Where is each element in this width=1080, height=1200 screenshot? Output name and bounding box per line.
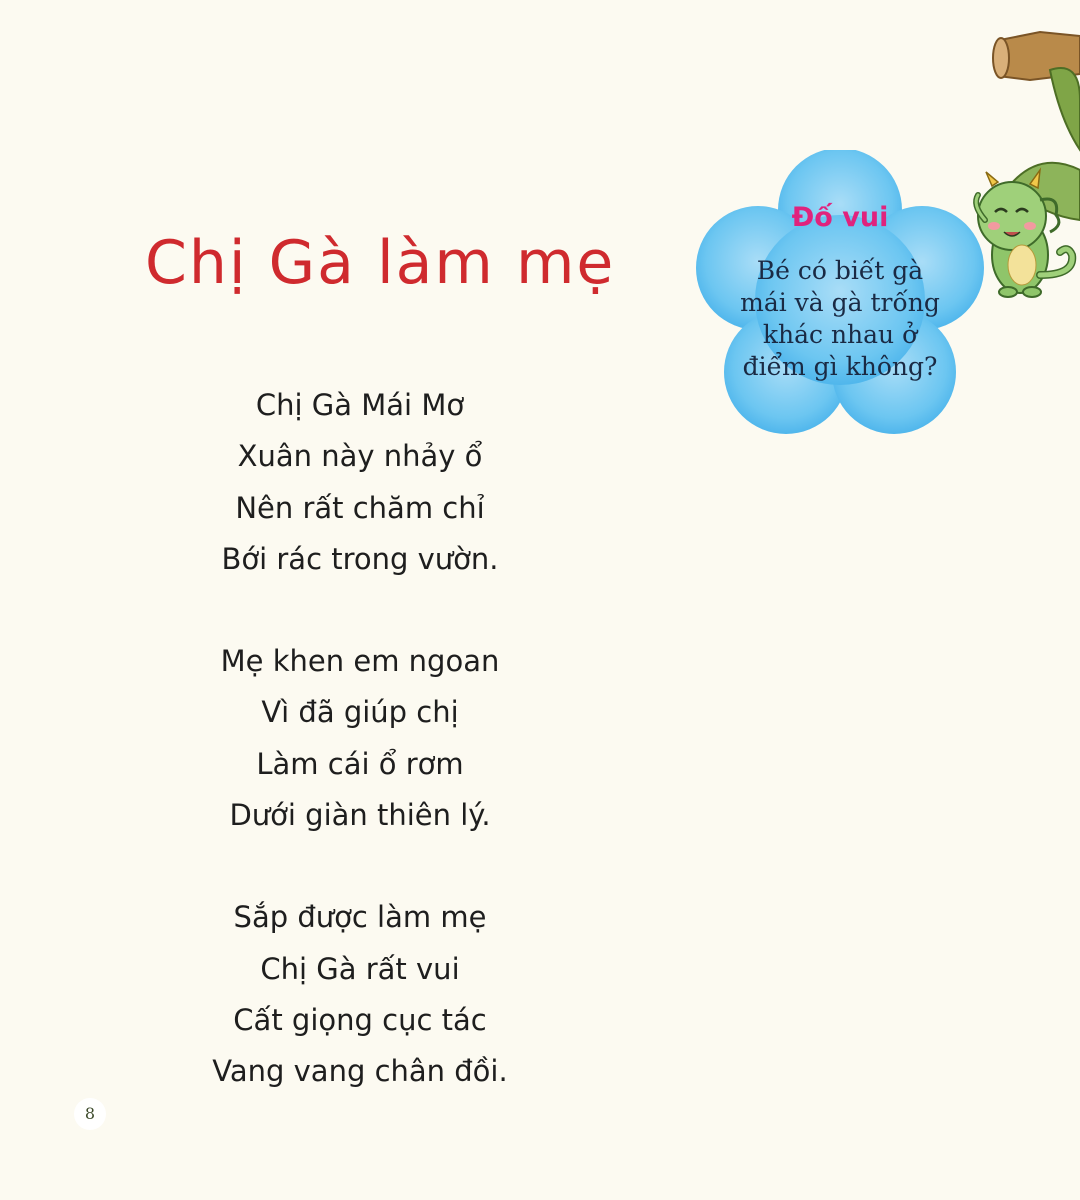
- poem-line: Làm cái ổ rơm: [256, 746, 464, 781]
- quiz-question-line: khác nhau ở: [762, 320, 918, 349]
- stanza-1: [160, 380, 560, 585]
- poem-line: Chị Gà Mái Mơ: [255, 388, 465, 422]
- poem-line: Vì đã giúp chị: [261, 695, 459, 730]
- page-title: Chị Gà làm mẹ: [145, 228, 616, 298]
- stanza-2: [160, 636, 560, 841]
- quiz-question-line: điểm gì không?: [742, 352, 938, 381]
- quiz-question-line: Bé có biết gà: [756, 256, 924, 285]
- poem-line: Vang vang chân đồi.: [212, 1054, 508, 1089]
- poem-line: Sắp được làm mẹ: [233, 900, 487, 935]
- stanza-3: [160, 892, 560, 1097]
- page-number: 8: [74, 1098, 106, 1130]
- poem-line: Dưới giàn thiên lý.: [229, 798, 491, 833]
- poem-line: Xuân này nhảy ổ: [237, 439, 483, 474]
- poem-line: Cất giọng cục tác: [233, 1002, 487, 1037]
- poem: [160, 380, 560, 1149]
- quiz-question: [730, 255, 950, 383]
- quiz-question-line: mái và gà trống: [740, 288, 940, 317]
- poem-line: Bới rác trong vườn.: [221, 541, 499, 576]
- poem-line: Mẹ khen em ngoan: [220, 644, 500, 679]
- poem-line: Chị Gà rất vui: [260, 951, 460, 986]
- quiz-title: Đố vui: [791, 202, 889, 233]
- poem-line: Nên rất chăm chỉ: [235, 490, 485, 525]
- quiz-bubble: [690, 150, 970, 450]
